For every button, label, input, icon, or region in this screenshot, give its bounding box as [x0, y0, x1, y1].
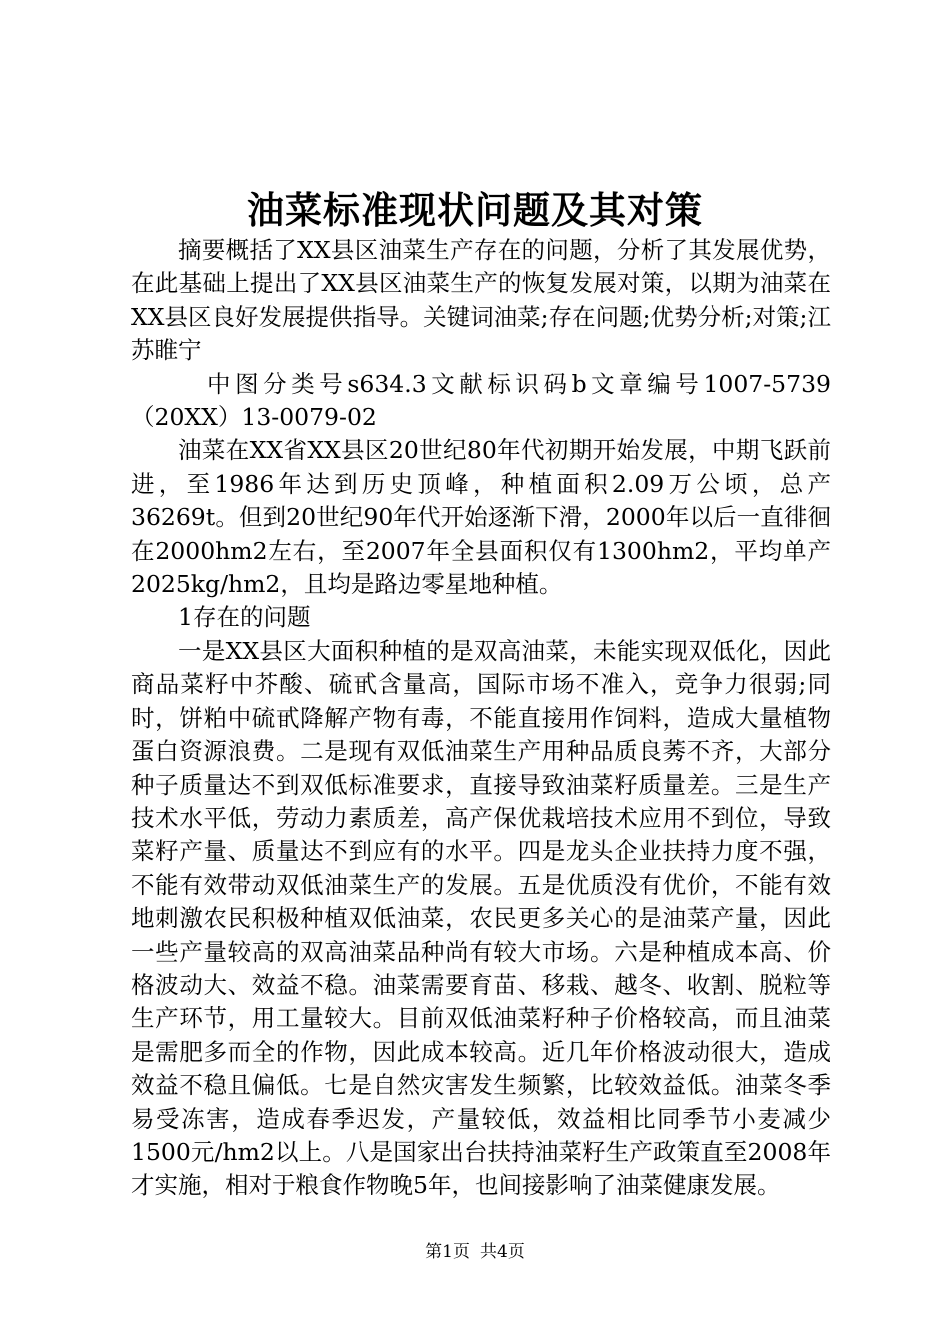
- abstract-paragraph: 摘要概括了XX县区油菜生产存在的问题，分析了其发展优势，在此基础上提出了XX县区油菜生产的恢复发展对策，以期为油菜在XX县区良好发展提供指导。关键词油菜;存在问题;优势分析;对策;江苏睢宁: [131, 236, 831, 365]
- page-footer: [0, 1240, 950, 1264]
- document-body: [131, 234, 831, 1203]
- intro-paragraph: 油菜在XX省XX县区20世纪80年代初期开始发展，中期飞跃前进，至1986年达到历史顶峰，种植面积2.09万公顷，总产36269t。但到20世纪90年代开始逐渐下滑，2000年以后一直徘徊在2000hm2左右，至2007年全县面积仅有1300hm2，平均单产2025kg/hm2，且均是路边零星地种植。: [131, 436, 831, 599]
- problems-paragraph: 一是XX县区大面积种植的是双高油菜，未能实现双低化，因此商品菜籽中芥酸、硫甙含量高，国际市场不准入，竞争力很弱;同时，饼粕中硫甙降解产物有毒，不能直接用作饲料，造成大量植物蛋白资源浪费。二是现有双低油菜生产用种品质良莠不齐，大部分种子质量达不到双低标准要求，直接导致油菜籽质量差。三是生产技术水平低，劳动力素质差，高产保优栽培技术应用不到位，导致菜籽产量、质量达不到应有的水平。四是龙头企业扶持力度不强，不能有效带动双低油菜生产的发展。五是优质没有优价，不能有效地刺激农民积极种植双低油菜，农民更多关心的是油菜产量，因此一些产量较高的双高油菜品种尚有较大市场。六是种植成本高、价格波动大、效益不稳。油菜需要育苗、移栽、越冬、收割、脱粒等生产环节，用工量较大。目前双低油菜籽种子价格较高，而且油菜是需肥多而全的作物，因此成本较高。近几年价格波动很大，造成效益不稳且偏低。七是自然灾害发生频繁，比较效益低。油菜冬季易受冻害，造成春季迟发，产量较低，效益相比同季节小麦减少1500元/hm2以上。八是国家出台扶持油菜籽生产政策直至2008年才实施，相对于粮食作物晚5年，也间接影响了油菜健康发展。: [131, 636, 831, 1200]
- section-heading: 1存在的问题: [178, 603, 311, 632]
- document-title: 油菜标准现状问题及其对策: [247, 188, 703, 232]
- page-number: 第1页: [425, 1242, 470, 1262]
- page-total: 共4页: [480, 1242, 525, 1262]
- classification-paragraph: 中图分类号s634.3文献标识码b文章编号1007-5739（20XX）13-0079-02: [131, 369, 831, 432]
